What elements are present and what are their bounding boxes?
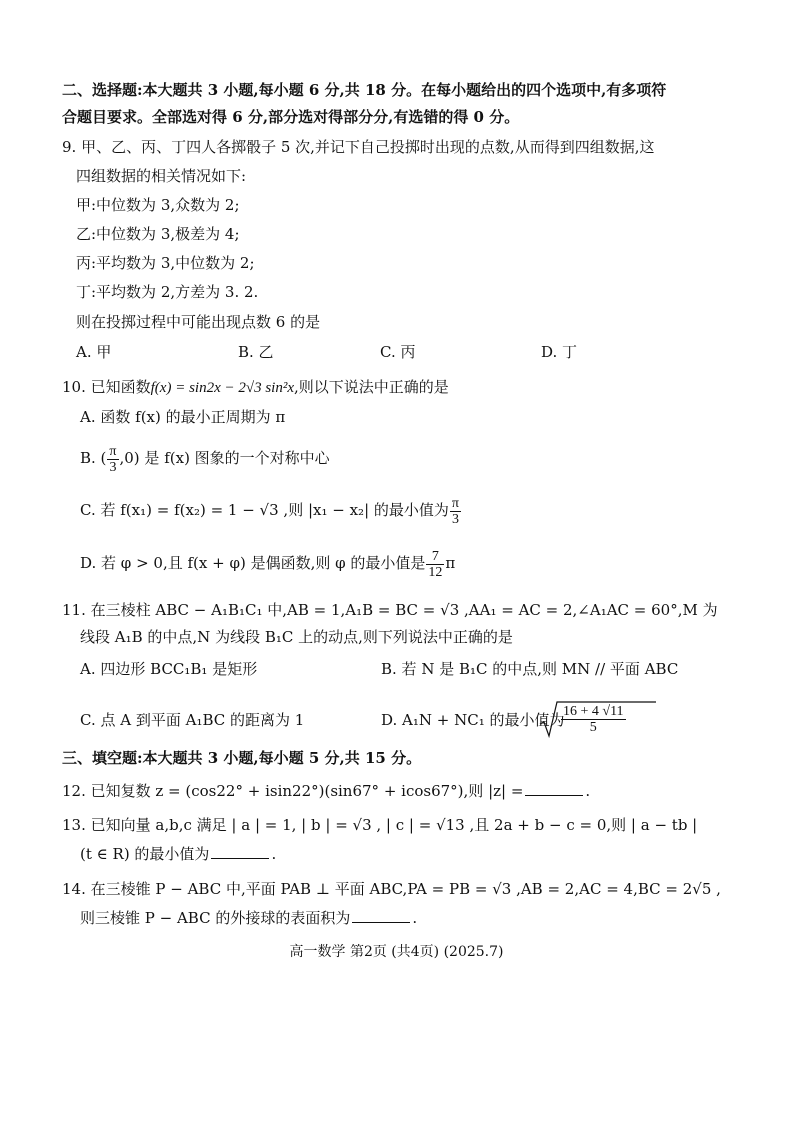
q10-option-b-post: ,0) 是 f(x) 图象的一个对称中心 (119, 449, 330, 467)
q10-option-d-num: 7 (426, 549, 444, 565)
q13-line1: 13. 已知向量 a,b,c 满足 | a | = 1, | b | = √3 , | c | = √13 ,且 2a + b − c = 0,则 | a − tb | (62, 816, 698, 834)
q11-line1: 11. 在三棱柱 ABC − A₁B₁C₁ 中,AB = 1,A₁B = BC = √3 ,AA₁ = AC = 2,∠A₁AC = 60°,M 为 (62, 601, 718, 619)
q11-option-d-den: 5 (589, 720, 597, 735)
q10-option-b-pre: B. ( (80, 449, 107, 467)
q14-answer-blank[interactable] (352, 908, 410, 923)
q11-option-d-pre: D. A₁N + NC₁ 的最小值为 (381, 711, 565, 729)
q9-option-c: C. 丙 (380, 343, 416, 361)
q13-line2: (t ∈ R) 的最小值为 (80, 845, 210, 863)
q11-line2: 线段 A₁B 的中点,N 为线段 B₁C 上的动点,则下列说法中正确的是 (80, 628, 513, 646)
page-footer: 高一数学 第2页 (共4页) (2025.7) (289, 944, 504, 960)
q10-option-c-pre: C. 若 f(x₁) = f(x₂) = 1 − √3 ,则 |x₁ − x₂| 的最小值为 (80, 501, 449, 519)
q10-option-b-frac (107, 444, 118, 475)
q10-option-d-post: π (445, 554, 456, 572)
q9-yi: 乙:中位数为 3,极差为 4; (76, 225, 240, 243)
q10-option-c-num: π (451, 495, 459, 511)
q9-ask: 则在投掷过程中可能出现点数 6 的是 (76, 313, 321, 331)
section2-line1: 二、选择题:本大题共 3 小题,每小题 6 分,共 18 分。在每小题给出的四个选项中,有多项符 (62, 81, 667, 99)
q12-answer-blank[interactable] (525, 781, 583, 796)
q10-option-d-pre: D. 若 φ > 0,且 f(x + φ) 是偶函数,则 φ 的最小值是 (80, 554, 426, 572)
q9-bing: 丙:平均数为 3,中位数为 2; (76, 254, 255, 272)
q13-end: . (271, 845, 277, 863)
q10-option-b-den: 3 (109, 459, 117, 475)
section3-title: 三、填空题:本大题共 3 小题,每小题 5 分,共 15 分。 (62, 749, 422, 767)
q10-option-c (80, 492, 462, 528)
q11-option-c: C. 点 A 到平面 A₁BC 的距离为 1 (80, 711, 305, 729)
q10-suffix: ,则以下说法中正确的是 (294, 378, 449, 396)
q9-option-a: A. 甲 (76, 343, 112, 361)
q9-option-d: D. 丁 (541, 343, 578, 361)
q14-line2: 则三棱锥 P − ABC 的外接球的表面积为 (80, 909, 351, 927)
q11-option-a: A. 四边形 BCC₁B₁ 是矩形 (80, 660, 258, 678)
q10-option-d-den: 12 (428, 564, 443, 580)
q9-line1: 9. 甲、乙、丙、丁四人各掷骰子 5 次,并记下自己投掷时出现的点数,从而得到四组数据,这 (62, 138, 655, 156)
q10-option-d-frac (426, 549, 444, 580)
q10-prefix: 10. 已知函数 (62, 378, 151, 396)
section2-line2: 合题目要求。全部选对得 6 分,部分选对得部分分,有选错的得 0 分。 (62, 108, 520, 126)
q13-line2-wrap (80, 844, 276, 864)
q11-option-d-frac (561, 704, 626, 735)
q11-option-b: B. 若 N 是 B₁C 的中点,则 MN // 平面 ABC (381, 660, 679, 678)
q14-line2-wrap (80, 908, 417, 928)
q10-option-c-den: 3 (451, 511, 459, 527)
q9-ding: 丁:平均数为 2,方差为 3. 2. (76, 283, 259, 301)
q13-answer-blank[interactable] (211, 844, 269, 859)
q9-line2: 四组数据的相关情况如下: (76, 167, 247, 185)
q12-end: . (585, 782, 591, 800)
q10-stem (62, 377, 449, 398)
q10-option-c-frac (450, 496, 461, 527)
q10-option-b (80, 440, 330, 476)
q12-text: 12. 已知复数 z = (cos22° + isin22°)(sin67° + icos67°),则 |z| = (62, 782, 524, 800)
q10-option-d (80, 545, 455, 581)
q14-line1: 14. 在三棱锥 P − ABC 中,平面 PAB ⊥ 平面 ABC,PA = PB = √3 ,AB = 2,AC = 4,BC = 2√5 , (62, 880, 721, 898)
q10-option-b-num: π (109, 443, 117, 459)
q9-option-b: B. 乙 (238, 343, 274, 361)
q12-line (62, 781, 590, 801)
q14-end: . (412, 909, 418, 927)
q10-option-a: A. 函数 f(x) 的最小正周期为 π (80, 408, 286, 426)
q11-option-d-num: 16 + 4 √11 (563, 704, 624, 719)
q10-func: f(x) = sin2x − 2√3 sin²x (150, 380, 294, 396)
q11-options-cd (0, 700, 793, 740)
q9-jia: 甲:中位数为 3,众数为 2; (76, 196, 240, 214)
